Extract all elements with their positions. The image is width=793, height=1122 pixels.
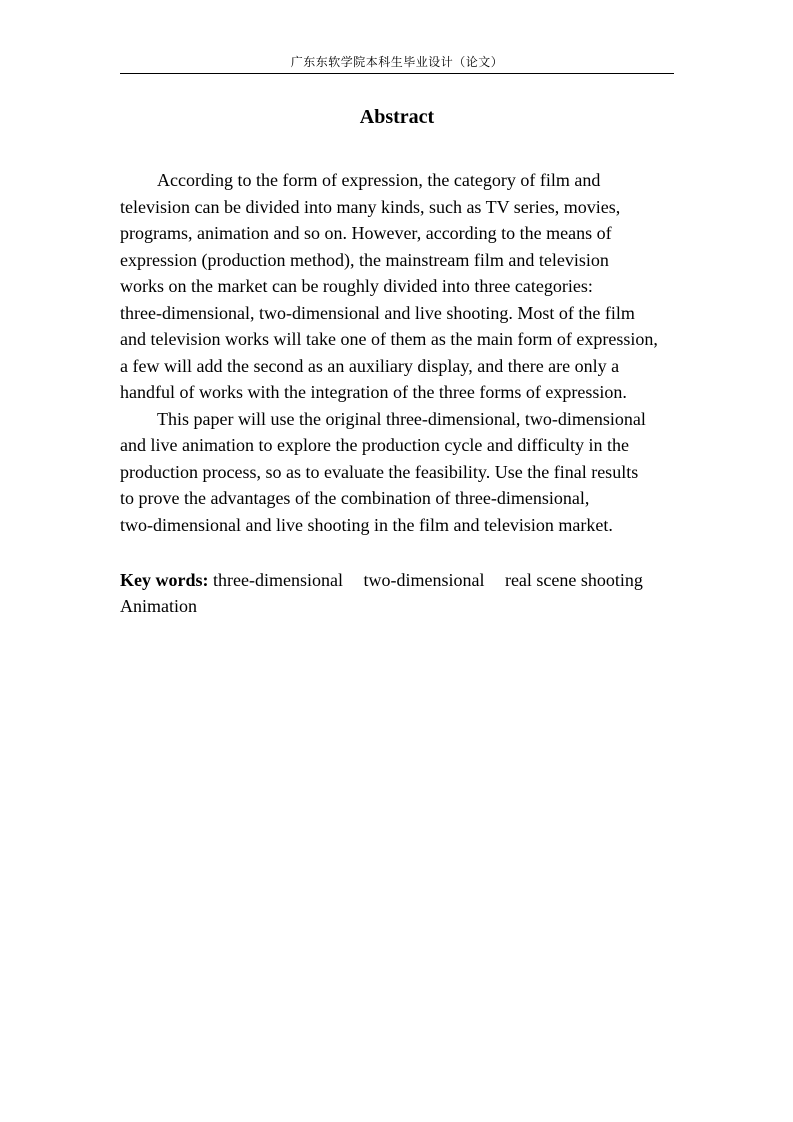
header-rule: [120, 73, 674, 74]
abstract-line: and live animation to explore the production cycle and difficulty in the: [120, 435, 630, 455]
keyword-item: real scene shooting: [504, 570, 643, 590]
abstract-line: According to the form of expression, the category of film and: [157, 170, 601, 190]
running-header: 广东东软学院本科生毕业设计（论文）: [290, 55, 504, 69]
abstract-line: a few will add the second as an auxiliary display, and there are only a: [120, 356, 620, 376]
abstract-line: production process, so as to evaluate the feasibility. Use the final results: [120, 462, 639, 482]
abstract-line: handful of works with the integration of the three forms of expression.: [120, 382, 627, 402]
abstract-line: to prove the advantages of the combination of three-dimensional,: [120, 488, 590, 508]
abstract-line: two-dimensional and live shooting in the film and television market.: [120, 515, 613, 535]
abstract-line: expression (production method), the mainstream film and television: [120, 250, 609, 270]
abstract-line: three-dimensional, two-dimensional and live shooting. Most of the film: [120, 303, 635, 323]
abstract-line: This paper will use the original three-dimensional, two-dimensional: [157, 409, 646, 429]
keyword-item: Animation: [120, 596, 197, 616]
abstract-line: and television works will take one of them as the main form of expression,: [120, 329, 658, 349]
abstract-line: works on the market can be roughly divided into three categories:: [120, 276, 593, 296]
abstract-line: television can be divided into many kinds, such as TV series, movies,: [120, 197, 621, 217]
keywords-line: [120, 569, 643, 591]
keyword-item: two-dimensional: [363, 570, 485, 590]
keyword-item: three-dimensional: [213, 570, 343, 590]
abstract-line: programs, animation and so on. However, according to the means of: [120, 223, 612, 243]
abstract-title: Abstract: [359, 106, 435, 128]
keywords-line: [120, 595, 197, 617]
keywords-label: Key words:: [120, 570, 209, 590]
